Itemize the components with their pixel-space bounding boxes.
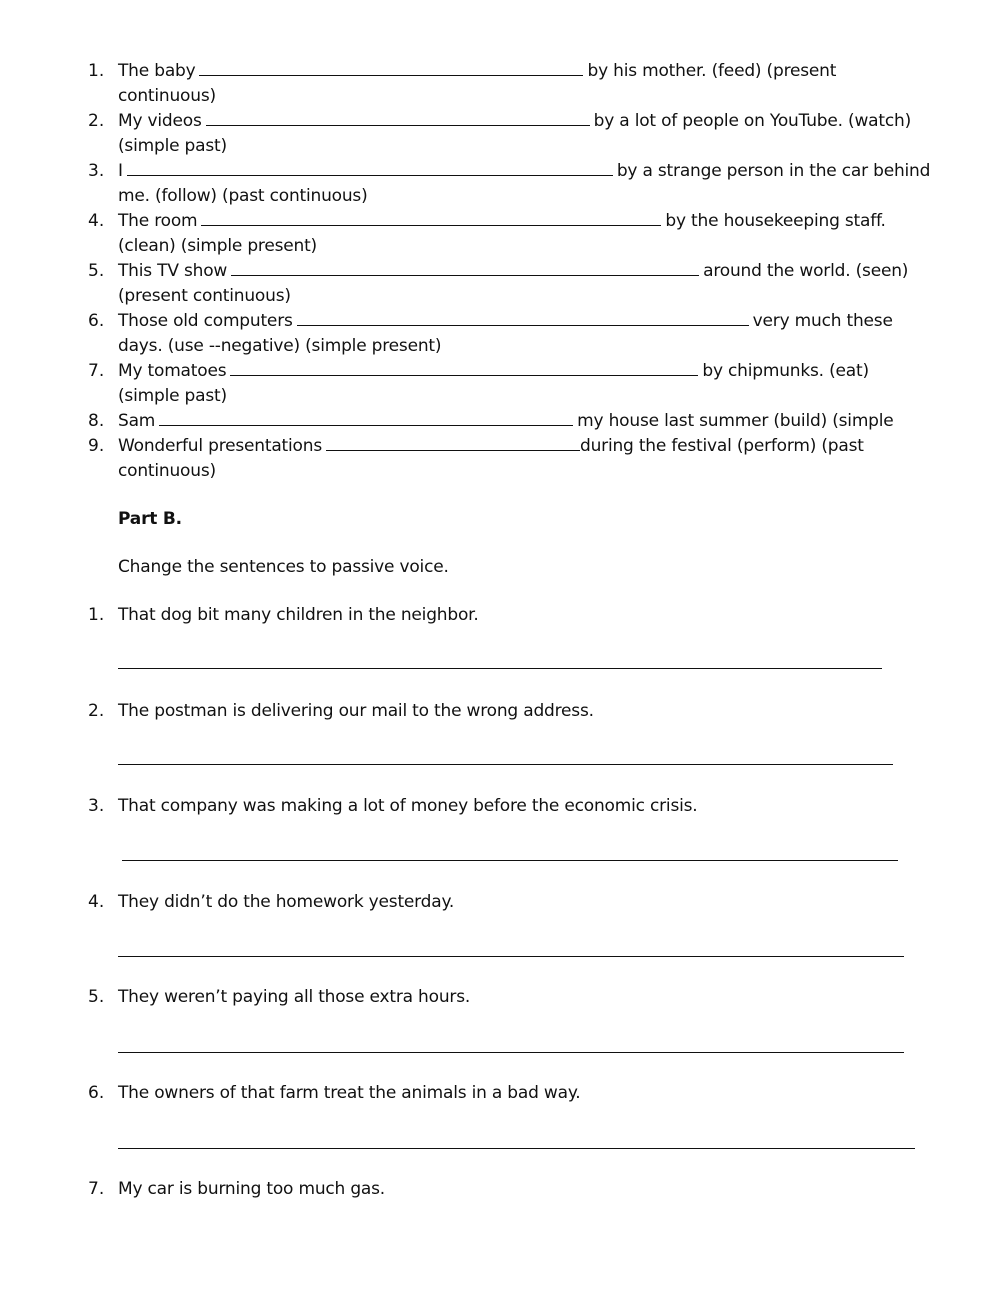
sentence-start: This TV show — [118, 261, 228, 281]
item-number: 3. — [88, 796, 105, 816]
fill-in-sentence — [118, 159, 930, 184]
source-sentence: The owners of that farm treat the animals in a bad way. — [118, 1083, 581, 1103]
item-number: 7. — [88, 1179, 105, 1199]
answer-line[interactable] — [118, 668, 882, 669]
answer-blank[interactable] — [297, 309, 749, 326]
item-number: 9. — [88, 436, 105, 456]
sentence-start: The room — [118, 211, 198, 231]
sentence-start: I — [118, 161, 123, 181]
answer-line[interactable] — [118, 1052, 904, 1053]
sentence-end: around the world. (seen) — [703, 261, 909, 281]
answer-line[interactable] — [118, 1148, 915, 1149]
sentence-end: by a strange person in the car behind — [616, 161, 931, 181]
source-sentence: That dog bit many children in the neighbor. — [118, 605, 479, 625]
part-b-instruction: Change the sentences to passive voice. — [118, 557, 449, 577]
item-number: 4. — [88, 892, 105, 912]
fill-in-sentence — [118, 434, 864, 459]
item-number: 7. — [88, 361, 105, 381]
sentence-start: Sam — [118, 411, 156, 431]
sentence-start: My videos — [118, 111, 202, 131]
sentence-end: by a lot of people on YouTube. (watch) — [593, 111, 912, 131]
source-sentence: The postman is delivering our mail to the wrong address. — [118, 701, 594, 721]
item-number: 6. — [88, 1083, 105, 1103]
item-number: 5. — [88, 987, 105, 1007]
sentence-continuation: continuous) — [118, 461, 216, 481]
sentence-end: very much these — [752, 311, 893, 331]
answer-blank[interactable] — [127, 159, 613, 176]
answer-blank[interactable] — [199, 59, 583, 76]
item-number: 3. — [88, 161, 105, 181]
sentence-end: by the housekeeping staff. — [665, 211, 886, 231]
source-sentence: That company was making a lot of money before the economic crisis. — [118, 796, 698, 816]
fill-in-sentence — [118, 259, 908, 284]
sentence-continuation: (present continuous) — [118, 286, 291, 306]
sentence-continuation: continuous) — [118, 86, 216, 106]
answer-line[interactable] — [122, 860, 898, 861]
answer-blank[interactable] — [206, 109, 590, 126]
sentence-end: by chipmunks. (eat) — [702, 361, 869, 381]
fill-in-sentence — [118, 209, 886, 234]
item-number: 1. — [88, 605, 105, 625]
answer-blank[interactable] — [230, 359, 698, 376]
item-number: 6. — [88, 311, 105, 331]
source-sentence: My car is burning too much gas. — [118, 1179, 385, 1199]
sentence-continuation: (clean) (simple present) — [118, 236, 317, 256]
sentence-end: by his mother. (feed) (present — [587, 61, 837, 81]
sentence-end: my house last summer (build) (simple — [577, 411, 894, 431]
fill-in-sentence — [118, 309, 893, 334]
sentence-continuation: days. (use --negative) (simple present) — [118, 336, 442, 356]
answer-blank[interactable] — [201, 209, 661, 226]
answer-line[interactable] — [118, 764, 893, 765]
answer-line[interactable] — [118, 956, 904, 957]
fill-in-sentence — [118, 59, 836, 84]
sentence-end: during the festival (perform) (past — [579, 436, 864, 456]
answer-blank[interactable] — [326, 434, 580, 451]
item-number: 2. — [88, 701, 105, 721]
item-number: 5. — [88, 261, 105, 281]
fill-in-sentence — [118, 359, 869, 384]
item-number: 8. — [88, 411, 105, 431]
fill-in-sentence — [118, 409, 894, 434]
sentence-start: The baby — [118, 61, 196, 81]
item-number: 2. — [88, 111, 105, 131]
item-number: 4. — [88, 211, 105, 231]
fill-in-sentence — [118, 109, 911, 134]
sentence-continuation: (simple past) — [118, 136, 227, 156]
sentence-start: Those old computers — [118, 311, 293, 331]
sentence-start: Wonderful presentations — [118, 436, 322, 456]
sentence-start: My tomatoes — [118, 361, 227, 381]
source-sentence: They didn’t do the homework yesterday. — [118, 892, 455, 912]
answer-blank[interactable] — [231, 259, 699, 276]
answer-blank[interactable] — [159, 409, 573, 426]
source-sentence: They weren’t paying all those extra hours. — [118, 987, 471, 1007]
item-number: 1. — [88, 61, 105, 81]
sentence-continuation: (simple past) — [118, 386, 227, 406]
sentence-continuation: me. (follow) (past continuous) — [118, 186, 368, 206]
part-b-heading: Part B. — [118, 509, 182, 529]
